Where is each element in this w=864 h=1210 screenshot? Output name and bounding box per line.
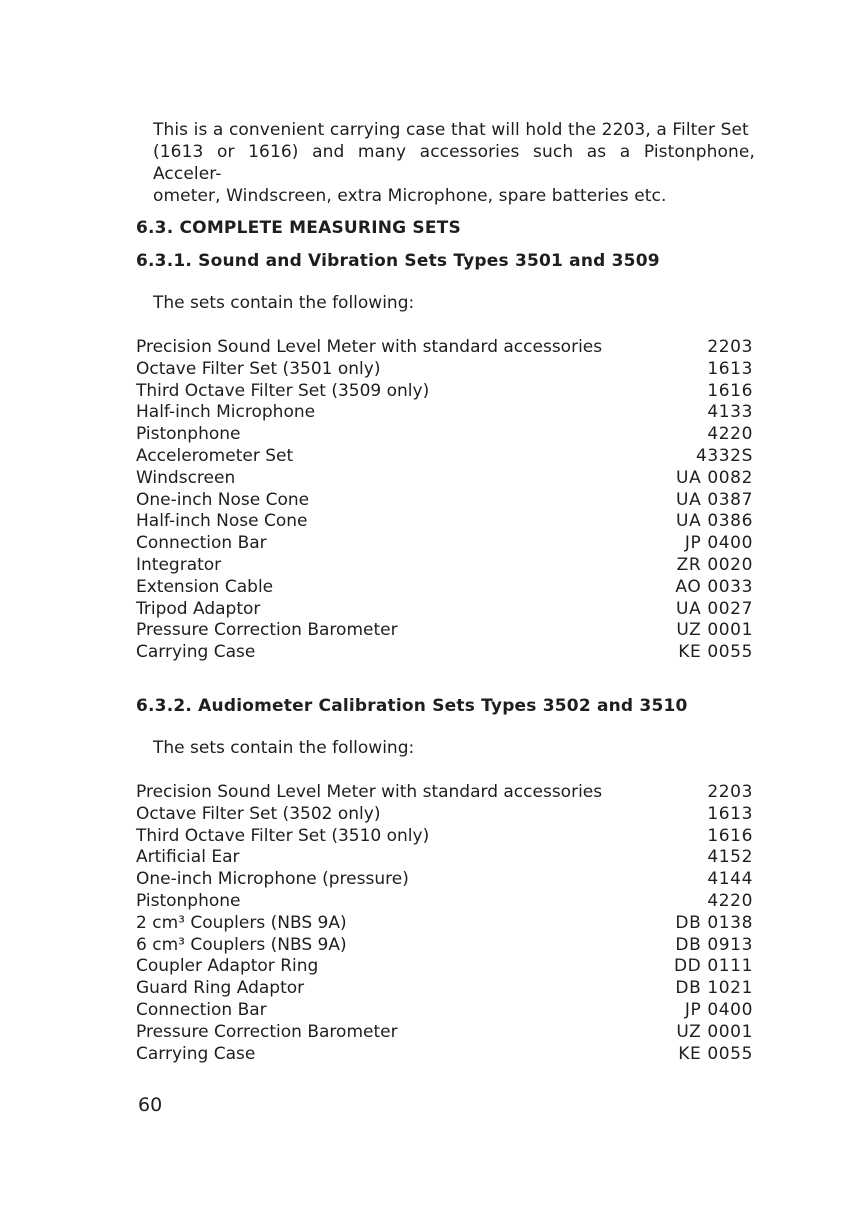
parts-list-item xyxy=(136,642,753,664)
intro-line: This is a convenient carrying case that will hold the 2203, a Filter Set xyxy=(153,120,749,140)
part-name: Precision Sound Level Meter with standard accessories xyxy=(136,337,603,357)
part-name: Connection Bar xyxy=(136,533,267,554)
parts-list-item xyxy=(136,359,753,381)
part-type-code: 2203 xyxy=(707,782,753,802)
part-type-code: JP 0400 xyxy=(684,533,753,554)
parts-list-item xyxy=(136,381,753,403)
parts-list-item xyxy=(136,847,753,869)
part-name: One-inch Microphone (pressure) xyxy=(136,869,409,890)
part-name: Windscreen xyxy=(136,467,236,488)
parts-list-item xyxy=(136,1000,753,1022)
part-name: Extension Cable xyxy=(136,576,274,597)
part-name: Connection Bar xyxy=(136,999,267,1020)
part-type-code: UA 0027 xyxy=(676,598,753,619)
parts-list-item xyxy=(136,533,753,555)
part-type-code: 4220 xyxy=(707,424,753,445)
part-type-code: 1616 xyxy=(707,380,753,401)
part-name: Guard Ring Adaptor xyxy=(136,978,305,999)
part-name: Pistonphone xyxy=(136,424,241,445)
parts-list-item xyxy=(136,782,753,804)
intro-line: ometer, Windscreen, extra Microphone, spare batteries etc. xyxy=(153,186,667,206)
part-name: One-inch Nose Cone xyxy=(136,489,310,510)
parts-list-item xyxy=(136,891,753,913)
part-type-code: KE 0055 xyxy=(678,1043,753,1064)
part-type-code: UA 0386 xyxy=(676,511,753,532)
part-type-code: DB 1021 xyxy=(675,978,753,999)
set-contents-lead: The sets contain the following: xyxy=(153,738,415,758)
part-type-code: DD 0111 xyxy=(673,956,753,977)
part-name: Precision Sound Level Meter with standard accessories xyxy=(136,782,603,802)
part-type-code: JP 0400 xyxy=(684,999,753,1020)
part-type-code: 4144 xyxy=(707,869,753,890)
parts-list-item xyxy=(136,468,753,490)
intro-line: (1613 or 1616) and many accessories such as a Pistonphone, Acceler- xyxy=(153,142,755,184)
section-heading: 6.3. COMPLETE MEASURING SETS xyxy=(136,218,461,238)
part-name: Carrying Case xyxy=(136,1043,256,1064)
parts-list-item xyxy=(136,555,753,577)
subsection-heading-sound-vibration: 6.3.1. Sound and Vibration Sets Types 3501 and 3509 xyxy=(136,251,660,271)
part-name: Half-inch Microphone xyxy=(136,402,316,423)
parts-list-item xyxy=(136,956,753,978)
part-type-code: UZ 0001 xyxy=(676,1021,753,1042)
parts-list-item xyxy=(136,511,753,533)
part-name: Pressure Correction Barometer xyxy=(136,620,398,641)
part-type-code: ZR 0020 xyxy=(676,554,753,575)
parts-list-sound-vibration xyxy=(136,337,753,664)
part-name: Third Octave Filter Set (3510 only) xyxy=(136,825,430,846)
part-type-code: DB 0913 xyxy=(675,934,753,955)
parts-list-item xyxy=(136,424,753,446)
part-type-code: DB 0138 xyxy=(675,912,753,933)
parts-list-item xyxy=(136,446,753,468)
part-type-code: 2203 xyxy=(707,337,753,357)
part-type-code: 1613 xyxy=(707,803,753,824)
part-name: Octave Filter Set (3501 only) xyxy=(136,358,381,379)
part-type-code: UA 0387 xyxy=(676,489,753,510)
subsection-heading-audiometer-calibration: 6.3.2. Audiometer Calibration Sets Types 3502 and 3510 xyxy=(136,696,688,716)
part-type-code: 4220 xyxy=(707,890,753,911)
part-name: Integrator xyxy=(136,554,222,575)
part-name: Third Octave Filter Set (3509 only) xyxy=(136,380,430,401)
part-type-code: 4152 xyxy=(707,847,753,868)
parts-list-item xyxy=(136,869,753,891)
parts-list-item xyxy=(136,804,753,826)
parts-list-item xyxy=(136,337,753,359)
part-name: Half-inch Nose Cone xyxy=(136,511,308,532)
set-contents-lead: The sets contain the following: xyxy=(153,293,415,313)
parts-list-item xyxy=(136,935,753,957)
part-type-code: 4133 xyxy=(707,402,753,423)
part-type-code: 1616 xyxy=(707,825,753,846)
part-type-code: KE 0055 xyxy=(678,642,753,663)
part-name: Carrying Case xyxy=(136,642,256,663)
part-type-code: AO 0033 xyxy=(675,576,753,597)
parts-list-audiometer-calibration xyxy=(136,782,753,1065)
part-type-code: UZ 0001 xyxy=(676,620,753,641)
page-number: 60 xyxy=(138,1094,163,1116)
parts-list-item xyxy=(136,402,753,424)
part-name: Accelerometer Set xyxy=(136,445,294,466)
part-name: 6 cm³ Couplers (NBS 9A) xyxy=(136,934,347,955)
intro-paragraph xyxy=(153,119,755,207)
part-type-code: 1613 xyxy=(707,358,753,379)
part-name: Artificial Ear xyxy=(136,847,240,868)
parts-list-item xyxy=(136,1022,753,1044)
part-name: Tripod Adaptor xyxy=(136,598,261,619)
part-name: Coupler Adaptor Ring xyxy=(136,956,319,977)
parts-list-item xyxy=(136,826,753,848)
part-type-code: 4332S xyxy=(695,445,753,466)
parts-list-item xyxy=(136,620,753,642)
parts-list-item xyxy=(136,599,753,621)
parts-list-item xyxy=(136,978,753,1000)
part-name: Octave Filter Set (3502 only) xyxy=(136,803,381,824)
parts-list-item xyxy=(136,913,753,935)
parts-list-item xyxy=(136,577,753,599)
part-name: Pressure Correction Barometer xyxy=(136,1021,398,1042)
part-name: Pistonphone xyxy=(136,890,241,911)
part-name: 2 cm³ Couplers (NBS 9A) xyxy=(136,912,347,933)
part-type-code: UA 0082 xyxy=(676,467,753,488)
parts-list-item xyxy=(136,490,753,512)
parts-list-item xyxy=(136,1044,753,1066)
